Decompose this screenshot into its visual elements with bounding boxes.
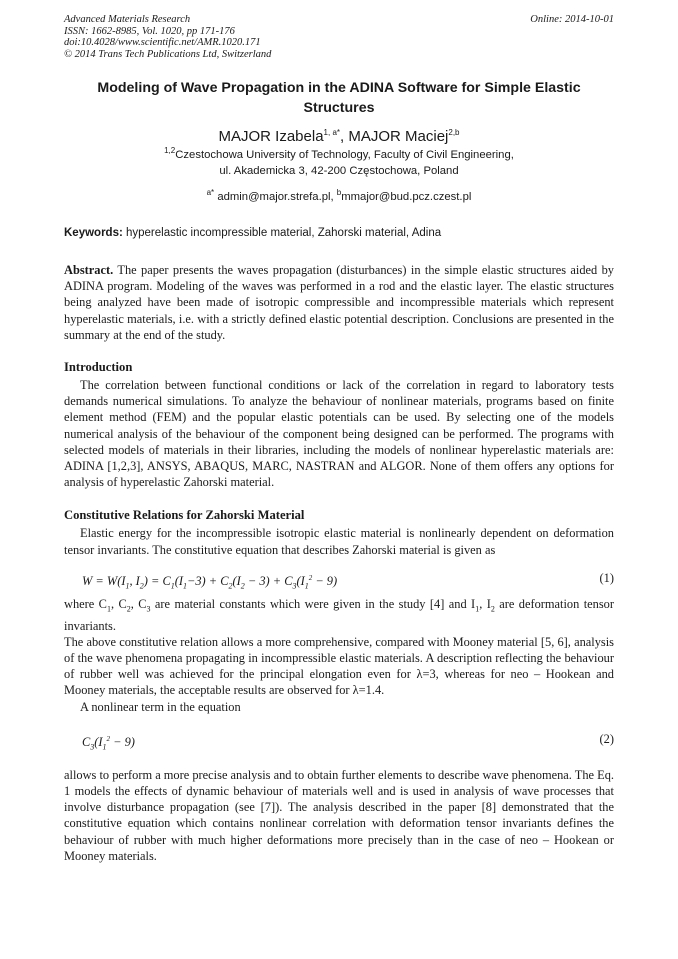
- constitutive-paragraph-1: Elastic energy for the incompressible isotropic elastic material is nonlinearly dependent on deformation tensor invariants. The constitutive equation that describes Zahorski material is given as: [64, 526, 614, 557]
- online-date: Online: 2014-10-01: [530, 14, 614, 25]
- author-2-affil: 2,b: [448, 128, 460, 137]
- constitutive-paragraph-2: where $C_1$, $C_2$, $C_3$ are material constants which were given in the study [4] and $I_1$, $I_2$ are deformation tensor invariants.: [64, 596, 615, 633]
- issn: ISSN: 1662-8985, Vol. 1020, pp 171-176: [64, 25, 235, 37]
- email-b-sup: b: [336, 188, 342, 198]
- author-2: MAJOR Maciej: [348, 128, 449, 145]
- constitutive-paragraph-3: The above constitutive relation allows a more comprehensive, compared with Mooney material [5, 6], analysis of the wave phenomena propagating in incompressible elastic materials. A description reflecting the behaviour of rubber well was achieved for the principal elongation even for λ=3, whereas for neo – Hookean and Mooney materials, the acceptable results are observed for λ=1.4.: [64, 634, 614, 698]
- author-list: [64, 128, 614, 146]
- journal-name: Advanced Materials Research: [64, 14, 191, 25]
- abstract-text: The paper presents the waves propagation (disturbances) in the simple elastic structures aided by ADINA program. Modeling of the waves was performed in a rod and the elastic layer. The elastic structures being analyzed have been made of isotropic compressible and incompressible materials which represent hyperelastic materials, i.e. with a strictly defined elastic potential description. Conclusions are presented in the summary at the end of the study.: [64, 263, 614, 342]
- email-b[interactable]: mmajor@bud.pcz.czest.pl: [341, 191, 472, 203]
- paper-title: Modeling of Wave Propagation in the ADINA Software for Simple Elastic Structures: [97, 80, 581, 116]
- introduction-paragraph: The correlation between functional conditions or lack of the correlation in regard to laboratory tests demands numerical simulations. To analyze the behaviour of nonlinear materials, programs based on finite element method (FEM) and the popular elastic potentials can be used. By selecting one of the models numerical analysis of the behaviour of the component being designed can be performed. The programs with selected models of materials in their libraries, including the models of nonlinear hyperelastic materials are: ADINA [1,2,3], ANSYS, ABAQUS, MARC, NASTRAN and ALGOR. None of them offers any options for analysis of hyperelastic Zahorski material.: [64, 378, 614, 490]
- author-separator: ,: [340, 128, 349, 145]
- keywords-text: hyperelastic incompressible material, Zahorski material, Adina: [126, 227, 442, 239]
- equation-2-number: (2): [599, 731, 614, 746]
- affiliation-line-1: Czestochowa University of Technology, Faculty of Civil Engineering,: [175, 149, 514, 161]
- equation-1-formula: $W = W(I_1$, $I_2) = C_1(I_1-3) + C_2(I_2 - 3) + C_3(I_1^2 - 9)$: [82, 573, 338, 591]
- abstract-label: Abstract.: [64, 263, 114, 277]
- introduction-heading: Introduction: [64, 360, 133, 375]
- email-a[interactable]: admin@major.strefa.pl,: [217, 191, 334, 203]
- copyright: © 2014 Trans Tech Publications Ltd, Switzerland: [64, 48, 272, 60]
- constitutive-paragraph-4: A nonlinear term in the equation: [80, 699, 241, 714]
- keywords-label: Keywords:: [64, 227, 123, 239]
- journal-header: [64, 14, 614, 60]
- emails: [64, 190, 614, 204]
- affiliation-line-2: ul. Akademicka 3, 42-200 Częstochowa, Poland: [219, 165, 459, 177]
- equation-2: [64, 729, 614, 752]
- equation-1: [64, 568, 614, 591]
- constitutive-heading: Constitutive Relations for Zahorski Material: [64, 508, 305, 523]
- email-a-sup: a*: [206, 188, 215, 198]
- author-1: MAJOR Izabela: [218, 128, 324, 145]
- abstract: [64, 262, 614, 343]
- affiliation: [64, 147, 614, 179]
- doi: doi:10.4028/www.scientific.net/AMR.1020.171: [64, 37, 261, 48]
- paper-page: [64, 14, 614, 864]
- equation-1-number: (1): [599, 570, 614, 585]
- keywords: [64, 226, 614, 240]
- equation-2-formula: $C_3(I_1^2 - 9)$: [82, 734, 135, 752]
- constitutive-paragraph-5: allows to perform a more precise analysis and to obtain further elements to describe wave phenomena. The Eq. 1 models the effects of dynamic behaviour of materials well and is used in analysis of wave processes that involve disturbance propagation (see [7]). The analysis described in the paper [8] demonstrated that the constitutive equation which contains nonlinear correlation with deformation tensor invariants defines the behaviour of rubber with much higher deformations more precisely than in the case of neo – Hookean or Mooney materials.: [64, 767, 614, 863]
- affiliation-sup: 1,2: [164, 146, 176, 156]
- author-1-affil: 1, a*: [323, 128, 341, 137]
